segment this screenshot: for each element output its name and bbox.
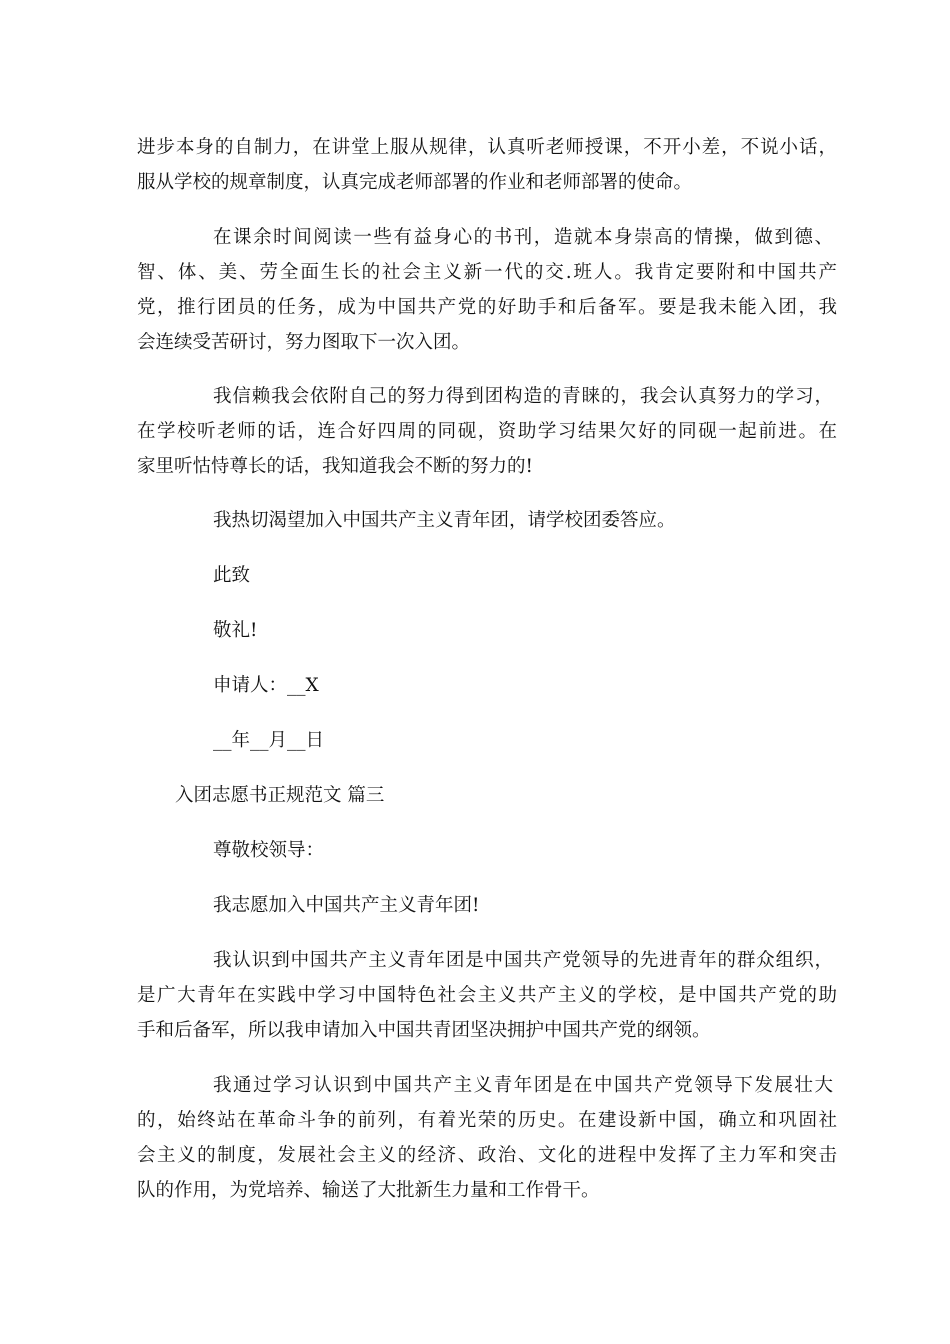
- salutation: 尊敬校领导：: [213, 840, 325, 861]
- paragraph-line: 服从学校的规章制度，认真完成老师部署的作业和老师部署的使命。: [137, 172, 693, 193]
- applicant-line: 申请人：__X: [213, 675, 319, 696]
- paragraph-line: 是广大青年在实践中学习中国特色社会主义共产主义的学校，是中国共产党的助: [137, 985, 837, 1006]
- paragraph-line: 在课余时间阅读一些有益身心的书刊，造就本身崇高的情操，做到德、: [213, 227, 833, 248]
- closing-zhici: 此致: [213, 565, 251, 586]
- closing-jingli: 敬礼!: [213, 620, 258, 641]
- volunteer-line: 我志愿加入中国共产主义青年团!: [213, 895, 480, 916]
- paragraph-line: 我通过学习认识到中国共产主义青年团是在中国共产党领导下发展壮大: [213, 1075, 833, 1096]
- paragraph-line: 手和后备军，所以我申请加入中国共青团坚决拥护中国共产党的纲领。: [137, 1020, 711, 1041]
- paragraph-line: 队的作用，为党培养、输送了大批新生力量和工作骨干。: [137, 1180, 600, 1201]
- request-line: 我热切渴望加入中国共产主义青年团，请学校团委答应。: [213, 510, 676, 531]
- paragraph-line: 智、体、美、劳全面生长的社会主义新一代的交.班人。我肯定要附和中国共产: [137, 262, 837, 283]
- paragraph-line: 我认识到中国共产主义青年团是中国共产党领导的先进青年的群众组织，: [213, 950, 833, 971]
- paragraph-line: 在学校听老师的话，连合好四周的同砚，资助学习结果欠好的同砚一起前进。在: [137, 421, 837, 442]
- date-line: __年__月__日: [213, 730, 325, 751]
- paragraph-line: 会主义的制度，发展社会主义的经济、政治、文化的进程中发挥了主力军和突击: [137, 1145, 837, 1166]
- paragraph-line: 进步本身的自制力，在讲堂上服从规律，认真听老师授课，不开小差，不说小话，: [137, 137, 837, 158]
- paragraph-line: 家里听怙恃尊长的话，我知道我会不断的努力的!: [137, 456, 533, 477]
- paragraph-line: 党，推行团员的任务，成为中国共产党的好助手和后备军。要是我未能入团，我: [137, 297, 837, 318]
- section-heading: 入团志愿书正规范文 篇三: [175, 785, 385, 806]
- paragraph-line: 会连续受苦研讨，努力图取下一次入团。: [137, 332, 471, 353]
- paragraph-line: 的，始终站在革命斗争的前列，有着光荣的历史。在建设新中国，确立和巩固社: [137, 1110, 837, 1131]
- paragraph-line: 我信赖我会依附自己的努力得到团构造的青睐的，我会认真努力的学习，: [213, 386, 833, 407]
